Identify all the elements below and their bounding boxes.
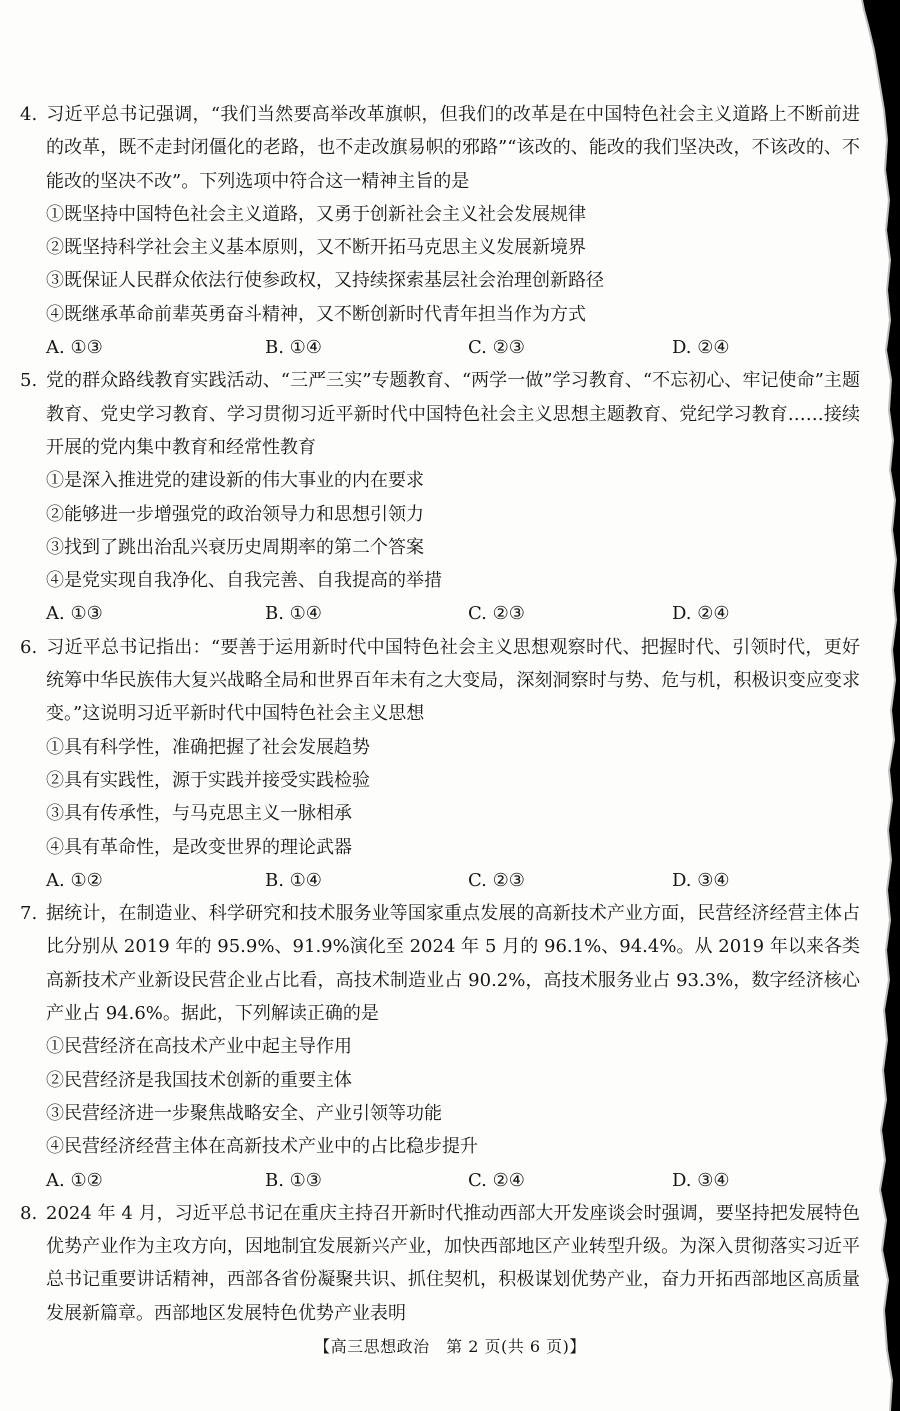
answer-choice-b: B. ①④ (265, 337, 322, 359)
question-stem (20, 897, 860, 1030)
option-4: ④具有革命性，是改变世界的理论武器 (46, 836, 352, 858)
option-1: ①既坚持中国特色社会主义道路，又勇于创新社会主义社会发展规律 (46, 203, 586, 225)
option-1: ①是深入推进党的建设新的伟大事业的内在要求 (46, 470, 424, 492)
question-8 (20, 1197, 860, 1330)
question-6 (20, 631, 860, 897)
question-stem (20, 98, 860, 198)
answer-choice-d: D. ②④ (672, 603, 730, 625)
option-3: ③既保证人民群众依法行使参政权，又持续探索基层社会治理创新路径 (46, 270, 604, 292)
page-footer: 【高三思想政治 第 2 页(共 6 页)】 (314, 1337, 586, 1356)
answer-choice-c: C. ②③ (468, 337, 525, 359)
answer-choice-b: B. ①③ (265, 1169, 322, 1191)
answer-choice-c: C. ②④ (468, 1169, 525, 1191)
option-3: ③具有传承性，与马克思主义一脉相承 (46, 803, 352, 825)
question-5 (20, 364, 860, 630)
question-4 (20, 98, 860, 364)
answer-choice-a: A. ①③ (46, 337, 103, 359)
answer-choice-a: A. ①② (46, 1169, 103, 1191)
option-4: ④既继承革命前辈英勇奋斗精神，又不断创新时代青年担当作为方式 (46, 303, 586, 325)
question-number: 5. (20, 370, 38, 392)
option-2: ②民营经济是我国技术创新的重要主体 (46, 1069, 352, 1091)
option-2: ②具有实践性，源于实践并接受实践检验 (46, 769, 370, 791)
option-1: ①民营经济在高技术产业中起主导作用 (46, 1036, 352, 1058)
question-stem (20, 1197, 860, 1330)
question-text: 党的群众路线教育实践活动、“三严三实”专题教育、“两学一做”学习教育、“不忘初心、牢记使命”主题教育、党史学习教育、学习贯彻习近平新时代中国特色社会主义思想主题教育、党纪学习教育……接续开展的党内集中教育和经常性教育 (46, 370, 860, 458)
option-4: ④民营经济经营主体在高新技术产业中的占比稳步提升 (46, 1136, 478, 1158)
question-number: 8. (20, 1202, 38, 1224)
answer-choice-c: C. ②③ (468, 869, 525, 891)
option-3: ③民营经济进一步聚焦战略安全、产业引领等功能 (46, 1102, 442, 1124)
question-7 (20, 897, 860, 1197)
answer-choice-a: A. ①③ (46, 603, 103, 625)
question-text: 据统计，在制造业、科学研究和技术服务业等国家重点发展的高新技术产业方面，民营经济经营主体占比分别从 2019 年的 95.9%、91.9%演化至 2024 年 5 月的 96.1%、94.4%。从 2019 年以来各类高新技术产业新设民营企业占比看，高技术制造业占 90.2%，高技术服务业占 93.3%，数字经济核心产业占 94.6%。据此，下列解读正确的是 (46, 903, 860, 1025)
option-4: ④是党实现自我净化、自我完善、自我提高的举措 (46, 570, 442, 592)
option-3: ③找到了跳出治乱兴衰历史周期率的第二个答案 (46, 536, 424, 558)
question-number: 4. (20, 104, 38, 125)
answer-choices (20, 864, 860, 897)
question-number: 7. (20, 903, 38, 925)
answer-choice-d: D. ②④ (672, 337, 730, 359)
answer-choice-d: D. ③④ (672, 869, 730, 891)
answer-choice-d: D. ③④ (672, 1169, 730, 1191)
answer-choice-a: A. ①② (46, 869, 103, 891)
option-1: ①具有科学性，准确把握了社会发展趋势 (46, 736, 370, 758)
question-text: 习近平总书记指出：“要善于运用新时代中国特色社会主义思想观察时代、把握时代、引领时代，更好统筹中华民族伟大复兴战略全局和世界百年未有之大变局，深刻洞察时与势、危与机，积极识变应变求变。”这说明习近平新时代中国特色社会主义思想 (46, 636, 860, 725)
answer-choices (20, 331, 860, 364)
question-text: 习近平总书记强调，“我们当然要高举改革旗帜，但我们的改革是在中国特色社会主义道路上不断前进的改革，既不走封闭僵化的老路，也不走改旗易帜的邪路”“该改的、能改的我们坚决改，不该改的、不能改的坚决不改”。下列选项中符合这一精神主旨的是 (46, 104, 860, 192)
option-2: ②既坚持科学社会主义基本原则，又不断开拓马克思主义发展新境界 (46, 237, 586, 259)
option-2: ②能够进一步增强党的政治领导力和思想引领力 (46, 503, 424, 525)
question-list (20, 98, 860, 1330)
answer-choice-b: B. ①④ (265, 869, 322, 891)
question-stem (20, 364, 860, 464)
question-stem (20, 631, 860, 731)
answer-choice-b: B. ①④ (265, 603, 322, 625)
question-number: 6. (20, 636, 38, 658)
question-text: 2024 年 4 月，习近平总书记在重庆主持召开新时代推动西部大开发座谈会时强调，要坚持把发展特色优势产业作为主攻方向，因地制宜发展新兴产业，加快西部地区产业转型升级。为深入贯彻落实习近平总书记重要讲话精神，西部各省份凝聚共识、抓住契机，积极谋划优势产业，奋力开拓西部地区高质量发展新篇章。西部地区发展特色优势产业表明 (46, 1202, 860, 1324)
answer-choice-c: C. ②③ (468, 603, 525, 625)
answer-choices (20, 597, 860, 630)
answer-choices (20, 1164, 860, 1197)
